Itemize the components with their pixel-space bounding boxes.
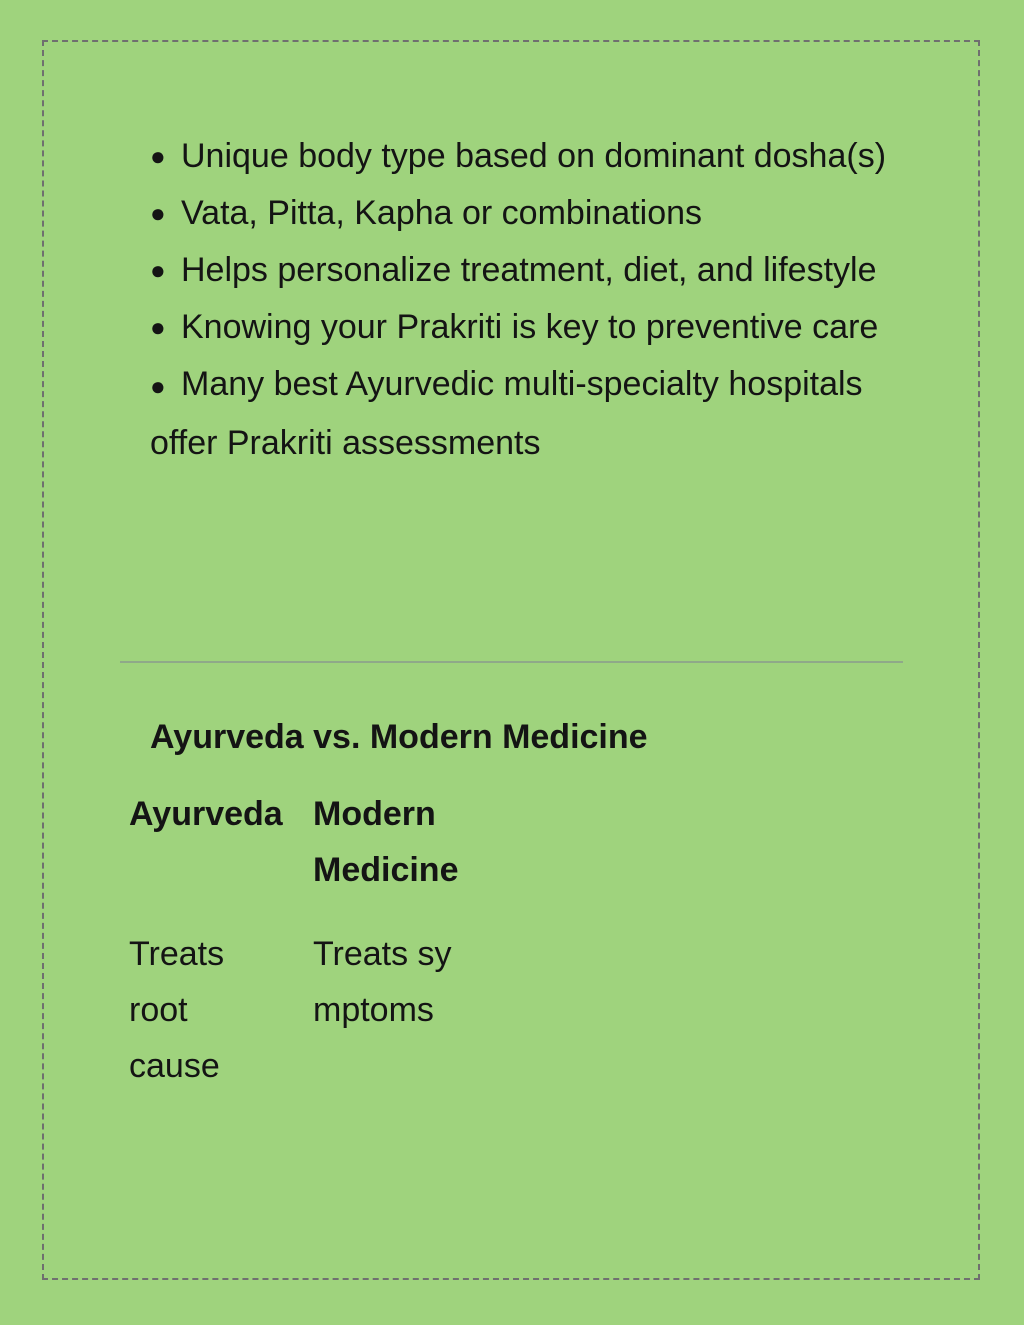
- comparison-table: [129, 786, 473, 1094]
- table-row: [129, 898, 473, 1094]
- table-header-ayurveda: Ayurveda: [129, 795, 283, 833]
- list-item-text: Knowing your Prakriti is key to preventive care: [181, 308, 879, 346]
- bullet-icon: ●: [150, 312, 166, 342]
- section-heading: Ayurveda vs. Modern Medicine: [150, 718, 648, 756]
- list-item-text: Many best Ayurvedic multi-specialty hospitals offer Prakriti assessments: [150, 365, 863, 462]
- bullet-icon: ●: [150, 371, 166, 401]
- bullet-icon: ●: [150, 255, 166, 285]
- bullet-icon: ●: [150, 198, 166, 228]
- list-item: [150, 185, 890, 242]
- list-item: [150, 299, 890, 356]
- table-cell-text: Treats root cause: [129, 935, 225, 1085]
- list-item-text: Unique body type based on dominant dosha(s): [181, 137, 887, 175]
- list-item-text: Helps personalize treatment, diet, and lifestyle: [181, 251, 877, 289]
- list-item-text: Vata, Pitta, Kapha or combinations: [181, 194, 703, 232]
- list-item: [150, 128, 890, 185]
- table-header-row: [129, 786, 473, 898]
- list-item: [150, 242, 890, 299]
- bullet-list: [150, 128, 890, 472]
- list-item: [150, 356, 890, 472]
- section-divider: [120, 661, 903, 663]
- table-header-label: Modern Medicine: [313, 795, 459, 889]
- table-cell: [313, 898, 473, 1094]
- table-cell: [129, 898, 313, 1094]
- bullet-icon: ●: [150, 141, 166, 171]
- table-cell-text: Treats symptoms: [313, 935, 452, 1029]
- table-header-modern-medicine: [313, 786, 473, 898]
